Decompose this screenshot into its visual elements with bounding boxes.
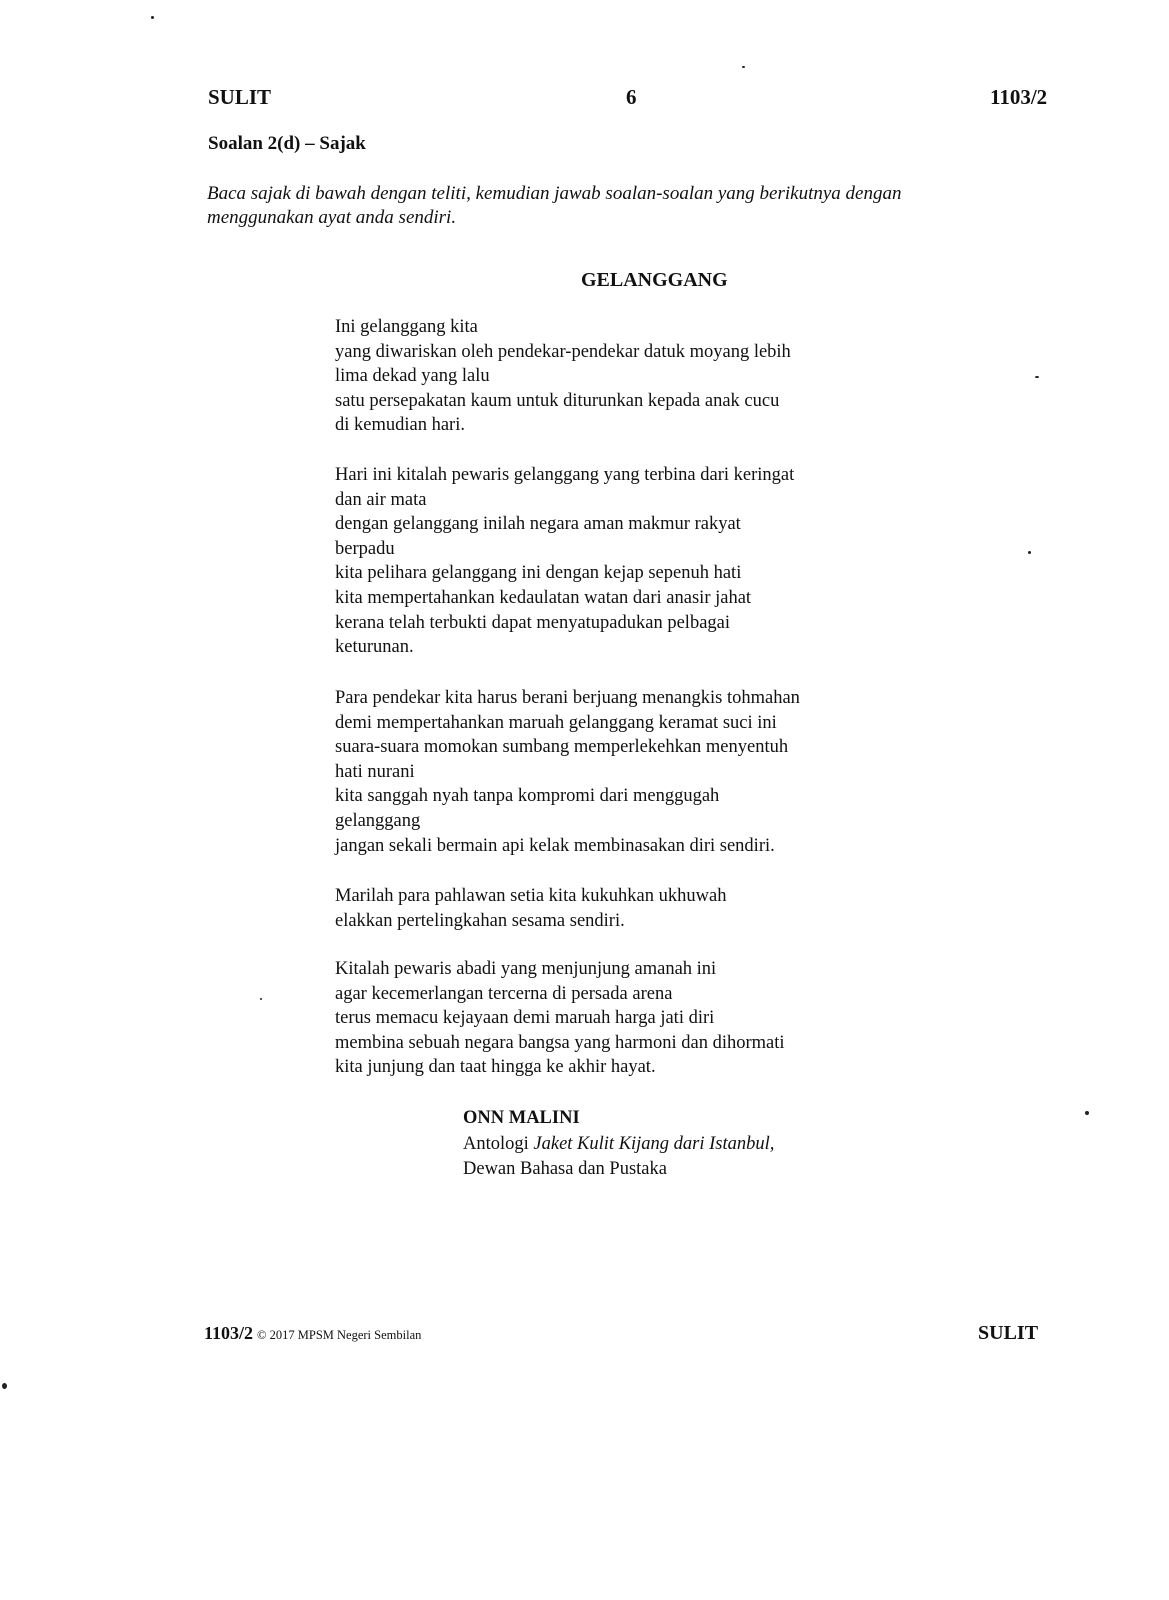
poem-line: Kitalah pewaris abadi yang menjunjung amanah ini [335, 959, 717, 979]
poem-line: di kemudian hari. [335, 415, 465, 436]
poem-line: satu persepakatan kaum untuk diturunkan kepada anak cucu [335, 390, 780, 411]
poem-stanza-4 [335, 884, 726, 933]
header-sulit-label: SULIT [208, 85, 272, 109]
poem-line: Ini gelanggang kita [335, 317, 478, 337]
instruction-line-1: Baca sajak di bawah dengan teliti, kemudian jawab soalan-soalan yang berikutnya dengan [207, 183, 902, 204]
instruction-line-2: menggunakan ayat anda sendiri. [207, 207, 457, 228]
scan-speck [260, 998, 262, 1000]
poem-source [463, 1132, 774, 1182]
header-paper-code: 1103/2 [990, 85, 1048, 109]
source-prefix: Antologi [463, 1134, 534, 1154]
question-label [208, 134, 366, 153]
poem-line: membina sebuah negara bangsa yang harmoni dan dihormati [335, 1032, 785, 1053]
scan-speck [2, 1383, 7, 1389]
page-number: 6 [626, 85, 637, 109]
poem-line: kerana telah terbukti dapat menyatupadukan pelbagai [335, 612, 731, 633]
scan-speck [1035, 376, 1039, 378]
poem-line: elakkan pertelingkahan sesama sendiri. [335, 910, 625, 931]
poem-line: hati nurani [335, 761, 415, 782]
source-title: Jaket Kulit Kijang dari Istanbul, [533, 1134, 775, 1154]
poem-author: ONN MALINI [463, 1108, 580, 1128]
poem-stanza-2 [335, 463, 794, 660]
poem-line: dan air mata [335, 489, 427, 510]
poem-line: terus memacu kejayaan demi maruah harga jati diri [335, 1008, 715, 1029]
scan-speck [1085, 1111, 1089, 1115]
poem-line: gelanggang [335, 810, 421, 831]
footer-copyright: © 2017 MPSM Negeri Sembilan [257, 1328, 422, 1342]
scan-speck [151, 16, 154, 19]
poem-line: Para pendekar kita harus berani berjuang menangkis tohmahan [335, 688, 800, 708]
poem-line: berpadu [335, 538, 395, 559]
poem-line: dengan gelanggang inilah negara aman makmur rakyat [335, 514, 741, 535]
footer-left [204, 1324, 421, 1344]
poem-line: keturunan. [335, 637, 414, 658]
poem-line: kita pelihara gelanggang ini dengan kejap sepenuh hati [335, 563, 742, 584]
poem-line: kita junjung dan taat hingga ke akhir hayat. [335, 1057, 656, 1078]
footer-sulit-label: SULIT [978, 1322, 1039, 1344]
poem-line: agar kecemerlangan tercerna di persada arena [335, 983, 673, 1004]
poem-stanza-1 [335, 315, 791, 438]
poem-line: Marilah para pahlawan setia kita kukuhkan ukhuwah [335, 886, 727, 906]
scan-speck [742, 66, 745, 68]
question-label-text: Soalan 2(d) – Sajak [208, 133, 366, 154]
poem-line: kita sanggah nyah tanpa kompromi dari menggugah [335, 786, 720, 807]
poem-stanza-5 [335, 957, 785, 1080]
scan-speck [1028, 551, 1031, 554]
poem-line: Hari ini kitalah pewaris gelanggang yang terbina dari keringat [335, 465, 795, 485]
poem-stanza-3 [335, 686, 800, 858]
poem-line: lima dekad yang lalu [335, 366, 490, 387]
poem-line: demi mempertahankan maruah gelanggang keramat suci ini [335, 712, 777, 733]
source-publisher: Dewan Bahasa dan Pustaka [463, 1159, 667, 1179]
poem-title: GELANGGANG [581, 269, 728, 291]
poem-line: jangan sekali bermain api kelak membinasakan diri sendiri. [335, 835, 775, 856]
instruction-text [207, 182, 1067, 230]
footer-paper-code: 1103/2 [204, 1323, 254, 1343]
poem-line: kita mempertahankan kedaulatan watan dari anasir jahat [335, 587, 752, 608]
poem-line: yang diwariskan oleh pendekar-pendekar datuk moyang lebih [335, 341, 791, 362]
source-anthology [463, 1132, 774, 1157]
poem-line: suara-suara momokan sumbang memperlekehkan menyentuh [335, 737, 789, 758]
